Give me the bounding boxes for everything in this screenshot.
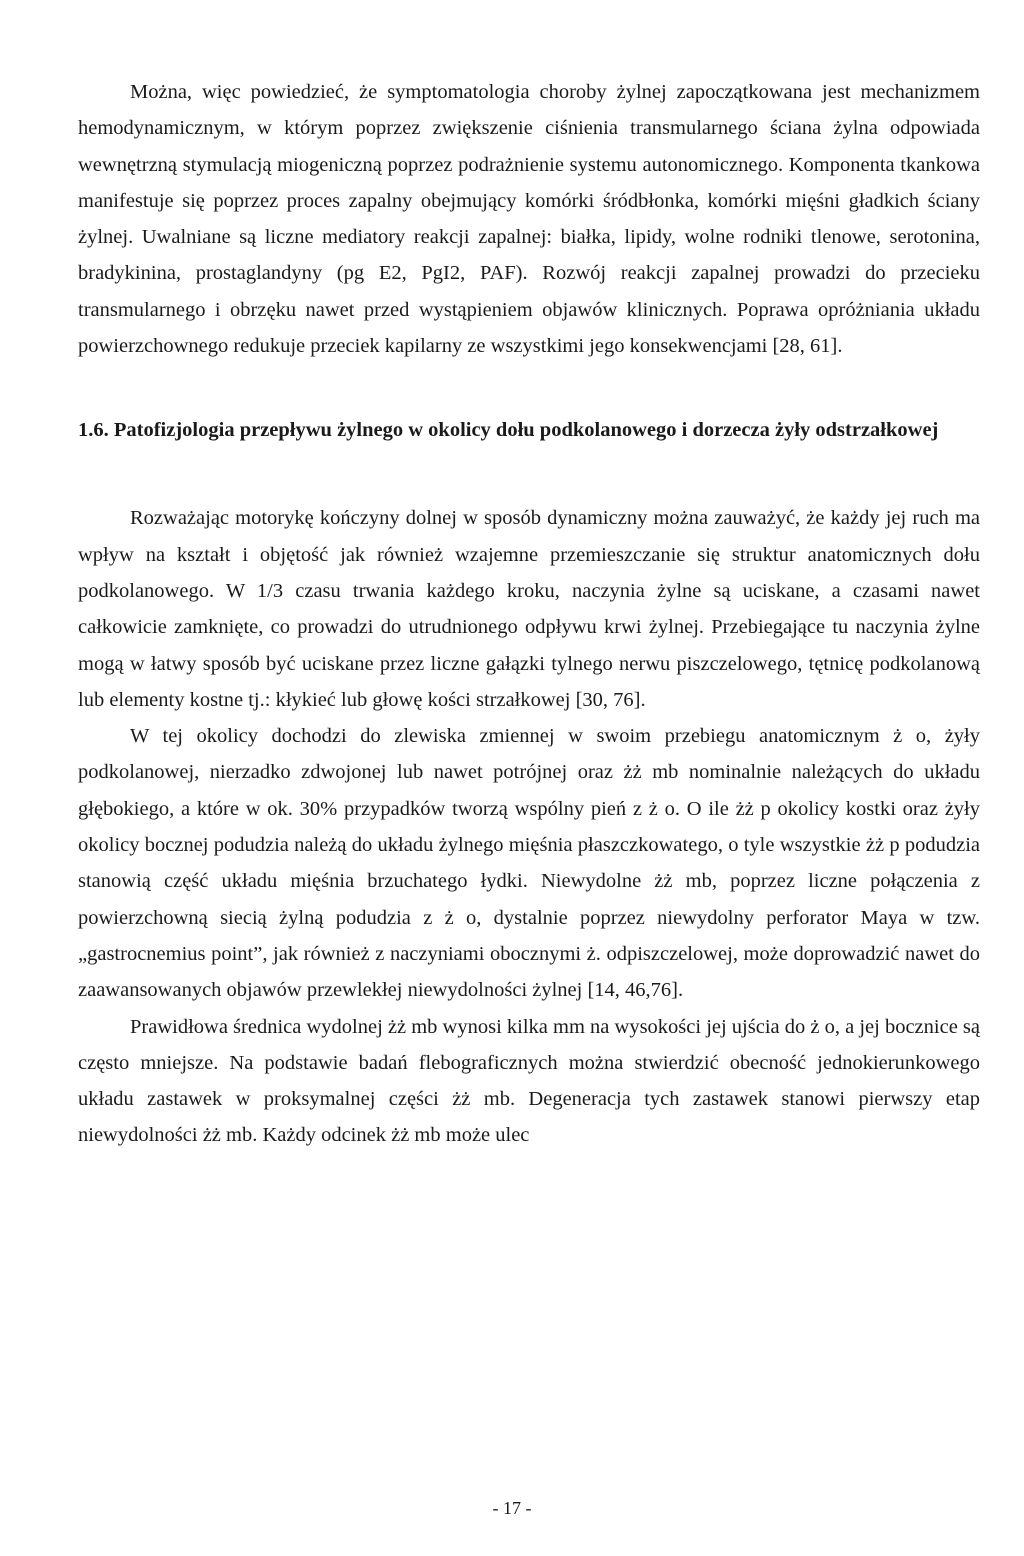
section-heading: 1.6. Patofizjologia przepływu żylnego w okolicy dołu podkolanowego i dorzecza żyły odstrzałkowej <box>78 419 939 442</box>
page-content <box>78 74 980 1154</box>
page-number: - 17 - <box>492 1498 532 1518</box>
paragraph-vein-diameter: Prawidłowa średnica wydolnej żż mb wynosi kilka mm na wysokości jej ujścia do ż o, a jej bocznice są często mniejsze. Na podstawie badań flebograficznych można stwierdzić obecność jednokierunkowego układu zastawek w proksymalnej części żż mb. Degeneracja tych zastawek stanowi pierwszy etap niewydolności żż mb. Każdy odcinek żż mb może ulec <box>78 1015 980 1147</box>
paragraph-venous-confluence: W tej okolicy dochodzi do zlewiska zmiennej w swoim przebiegu anatomicznym ż o, żyły podkolanowej, nierzadko zdwojonej lub nawet potrójnej oraz żż mb nominalnie należących do układu głębokiego, a które w ok. 30% przypadków tworzą wspólny pień z ż o. O ile żż p okolicy kostki oraz żyły okolicy bocznej podudzia należą do układu żylnego mięśnia płaszczkowatego, o tyle wszystkie żż p podudzia stanowią część układu mięśnia brzuchatego łydki. Niewydolne żż mb, poprzez liczne połączenia z powierzchowną siecią żylną podudzia z ż o, dystalnie poprzez niewydolny perforator Maya w tzw. „gastrocnemius point”, jak również z naczyniami obocznymi ż. odpiszczelowej, może doprowadzić nawet do zaawansowanych objawów przewlekłej niewydolności żylnej [14, 46,76]. <box>78 725 980 1002</box>
paragraph-motor-dynamics: Rozważając motorykę kończyny dolnej w sposób dynamiczny można zauważyć, że każdy jej ruch ma wpływ na kształt i objętość jak również wzajemne przemieszczanie się struktur anatomicznych dołu podkolanowego. W 1/3 czasu trwania każdego kroku, naczynia żylne są uciskane, a czasami nawet całkowicie zamknięte, co prowadzi do utrudnionego odpływu krwi żylnej. Przebiegające tu naczynia żylne mogą w łatwy sposób być uciskane przez liczne gałązki tylnego nerwu piszczelowego, tętnicę podkolanową lub elementy kostne tj.: kłykieć lub głowę kości strzałkowej [30, 76]. <box>78 507 980 711</box>
heading-spacer <box>78 445 980 500</box>
paragraph-symptomatology: Można, więc powiedzieć, że symptomatologia choroby żylnej zapoczątkowana jest mechanizmem hemodynamicznym, w którym poprzez zwiększenie ciśnienia transmularnego ściana żylna odpowiada wewnętrzną stymulacją miogeniczną poprzez podrażnienie systemu autonomicznego. Komponenta tkankowa manifestuje się poprzez proces zapalny obejmujący komórki śródbłonka, komórki mięśni gładkich ściany żylnej. Uwalniane są liczne mediatory reakcji zapalnej: białka, lipidy, wolne rodniki tlenowe, serotonina, bradykinina, prostaglandyny (pg E2, PgI2, PAF). Rozwój reakcji zapalnej prowadzi do przecieku transmularnego i obrzęku nawet przed wystąpieniem objawów klinicznych. Poprawa opróżniania układu powierzchownego redukuje przeciek kapilarny ze wszystkimi jego konsekwencjami [28, 61]. <box>78 81 980 358</box>
